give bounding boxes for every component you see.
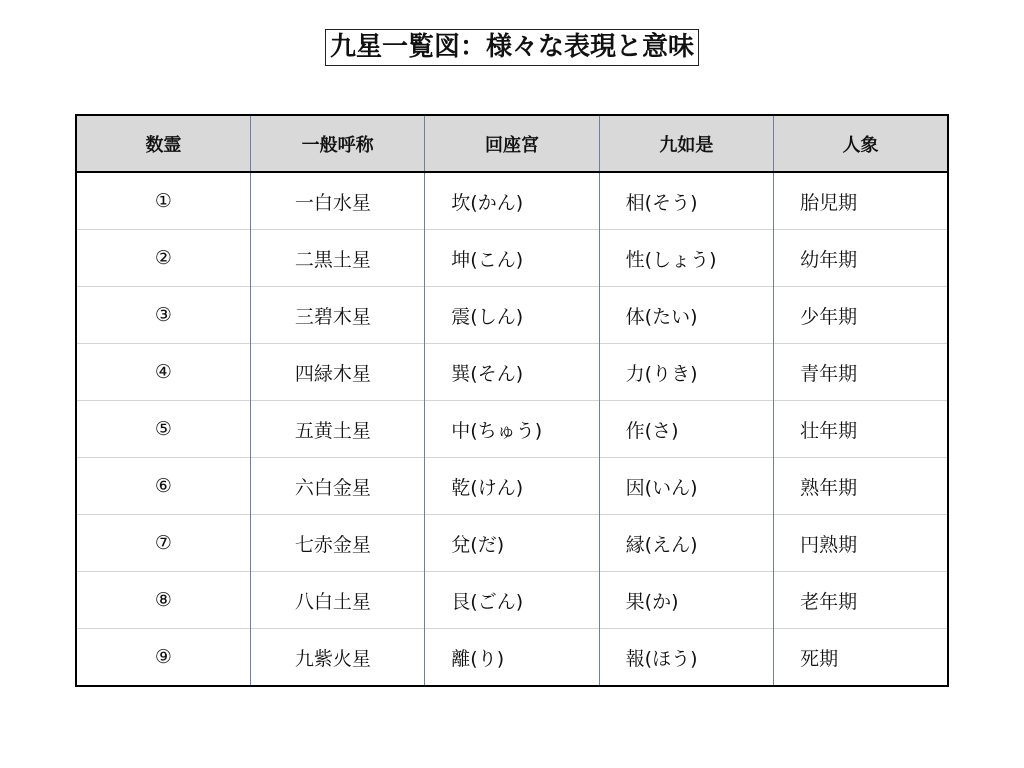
cell-palace: 巽(そん) [425,344,599,401]
cell-nyoze: 報(ほう) [599,629,773,687]
table-header-row [76,115,948,172]
table-row [76,401,948,458]
table-row [76,458,948,515]
table-row [76,344,948,401]
header-common-name: 一般呼称 [250,115,424,172]
cell-palace: 乾(けん) [425,458,599,515]
cell-common-name: 二黒土星 [250,230,424,287]
cell-life-stage: 熟年期 [774,458,948,515]
cell-common-name: 八白土星 [250,572,424,629]
cell-palace: 中(ちゅう) [425,401,599,458]
table-row [76,230,948,287]
cell-life-stage: 青年期 [774,344,948,401]
page-title: 九星一覧図：様々な表現と意味 [325,29,699,66]
cell-palace: 離(り) [425,629,599,687]
cell-nyoze: 体(たい) [599,287,773,344]
cell-life-stage: 円熟期 [774,515,948,572]
cell-number: ⑦ [76,515,250,572]
cell-life-stage: 少年期 [774,287,948,344]
header-nyoze: 九如是 [599,115,773,172]
header-number: 数霊 [76,115,250,172]
cell-nyoze: 力(りき) [599,344,773,401]
cell-number: ④ [76,344,250,401]
table-row [76,629,948,687]
title-container [0,29,1024,66]
table-row [76,172,948,230]
cell-life-stage: 壮年期 [774,401,948,458]
header-life-stage: 人象 [774,115,948,172]
table-row [76,572,948,629]
cell-nyoze: 性(しょう) [599,230,773,287]
cell-nyoze: 因(いん) [599,458,773,515]
cell-number: ① [154,190,172,212]
cell-common-name: 九紫火星 [250,629,424,687]
cell-nyoze: 果(か) [599,572,773,629]
cell-palace: 兌(だ) [425,515,599,572]
cell-nyoze: 作(さ) [599,401,773,458]
cell-number: ⑥ [76,458,250,515]
cell-life-stage: 死期 [774,629,948,687]
cell-number: ② [76,230,250,287]
cell-common-name: 五黄土星 [250,401,424,458]
cell-life-stage: 幼年期 [774,230,948,287]
cell-nyoze: 縁(えん) [599,515,773,572]
cell-number: ⑤ [76,401,250,458]
cell-number: ⑧ [76,572,250,629]
cell-nyoze: 相(そう) [599,172,773,230]
nine-star-table [75,114,949,687]
cell-number: ⑨ [76,629,250,687]
table-row [76,515,948,572]
cell-number: ③ [76,287,250,344]
cell-life-stage: 老年期 [774,572,948,629]
cell-common-name: 四緑木星 [250,344,424,401]
header-palace: 回座宮 [425,115,599,172]
cell-common-name: 一白水星 [250,172,424,230]
cell-common-name: 七赤金星 [250,515,424,572]
cell-palace: 坎(かん) [425,172,599,230]
cell-palace: 震(しん) [425,287,599,344]
cell-palace: 坤(こん) [425,230,599,287]
cell-palace: 艮(ごん) [425,572,599,629]
cell-common-name: 三碧木星 [250,287,424,344]
cell-life-stage: 胎児期 [774,172,948,230]
table-row [76,287,948,344]
cell-common-name: 六白金星 [250,458,424,515]
